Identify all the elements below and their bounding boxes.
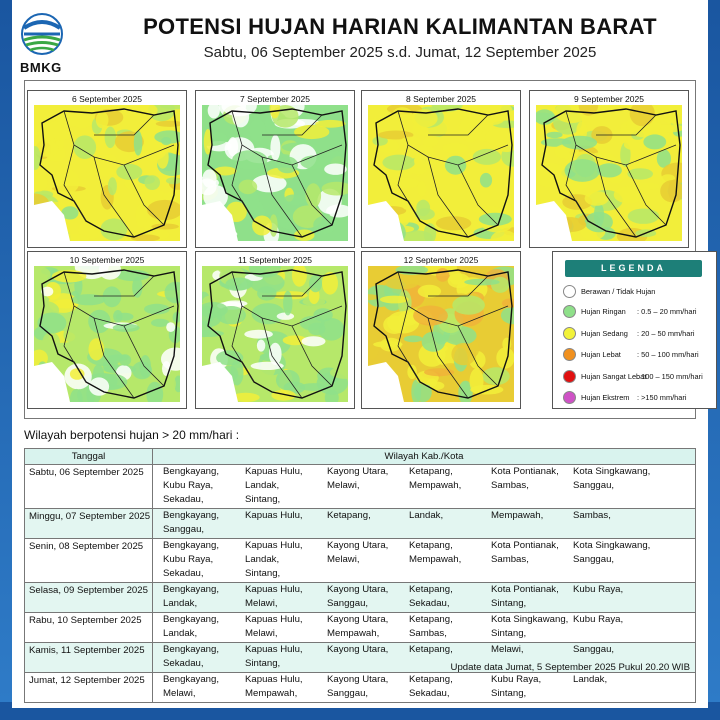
legend-item-name: Hujan Sangat Lebat — [581, 372, 647, 381]
region-name: Ketapang, — [409, 466, 453, 477]
region-name: Bengkayang, — [163, 466, 220, 477]
row-regions — [153, 509, 696, 539]
region-name: Kapuas Hulu, — [245, 614, 303, 625]
region-name: Kapuas Hulu, — [245, 540, 303, 551]
rain-map-panel — [195, 251, 355, 409]
region-name: Sintang, — [491, 688, 527, 699]
legend-item-name: Hujan Ringan — [581, 307, 626, 316]
legend-color-swatch — [563, 327, 576, 340]
region-name: Sambas, — [409, 628, 447, 639]
bmkg-logo-text: BMKG — [20, 60, 62, 75]
region-name: Melawi, — [327, 480, 360, 491]
row-date: Minggu, 07 September 2025 — [25, 509, 153, 539]
legend-item-range: : 0.5 – 20 mm/hari — [637, 307, 697, 316]
legend-color-swatch — [563, 370, 576, 383]
region-name: Sanggau, — [327, 688, 369, 699]
region-name: Landak, — [163, 598, 198, 609]
region-name: Kayong Utara, — [327, 614, 389, 625]
row-date: Kamis, 11 September 2025 — [25, 643, 153, 673]
regions-title: Wilayah berpotensi hujan > 20 mm/hari : — [24, 428, 240, 442]
table-row — [25, 465, 696, 509]
region-name: Mempawah, — [409, 554, 462, 565]
table-header-date: Tanggal — [25, 449, 153, 465]
table-row — [25, 583, 696, 613]
region-name: Sintang, — [245, 494, 281, 505]
region-name: Kapuas Hulu, — [245, 584, 303, 595]
region-name: Ketapang, — [409, 674, 453, 685]
region-name: Landak, — [573, 674, 608, 685]
region-name: Kayong Utara, — [327, 466, 389, 477]
region-name: Kayong Utara, — [327, 540, 389, 551]
rain-map-image — [368, 105, 514, 241]
region-name: Sanggau, — [327, 598, 369, 609]
region-name: Kubu Raya, — [573, 584, 624, 595]
region-name: Kapuas Hulu, — [245, 674, 303, 685]
region-name: Kota Pontianak, — [491, 540, 559, 551]
table-row — [25, 613, 696, 643]
rain-map-panel — [195, 90, 355, 248]
map-date-label: 8 September 2025 — [406, 94, 476, 104]
rain-map-panel — [529, 90, 689, 248]
legend-item — [563, 284, 713, 300]
region-name: Melawi, — [491, 644, 524, 655]
region-name: Landak, — [409, 510, 444, 521]
legend-item — [563, 390, 713, 406]
region-name: Mempawah, — [327, 628, 380, 639]
legend-item — [563, 326, 713, 342]
region-name: Melawi, — [163, 688, 196, 699]
region-name: Kota Singkawang, — [491, 614, 569, 625]
region-name: Kubu Raya, — [163, 554, 214, 565]
region-name: Kota Singkawang, — [573, 466, 651, 477]
region-name: Melawi, — [327, 554, 360, 565]
region-name: Melawi, — [245, 598, 278, 609]
region-name: Kapuas Hulu, — [245, 510, 303, 521]
table-header-regions: Wilayah Kab./Kota — [153, 449, 696, 465]
region-name: Kota Pontianak, — [491, 584, 559, 595]
region-name: Ketapang, — [327, 510, 371, 521]
region-name: Mempawah, — [491, 510, 544, 521]
region-name: Sambas, — [491, 480, 529, 491]
region-name: Bengkayang, — [163, 614, 220, 625]
legend-item-name: Berawan / Tidak Hujan — [581, 287, 656, 296]
region-name: Landak, — [245, 480, 280, 491]
legend-item-name: Hujan Ekstrem — [581, 393, 630, 402]
region-name: Kayong Utara, — [327, 644, 389, 655]
region-name: Sekadau, — [163, 658, 204, 669]
legend-item — [563, 369, 713, 385]
region-name: Sanggau, — [573, 644, 615, 655]
region-name: Ketapang, — [409, 584, 453, 595]
rain-map-image — [202, 266, 348, 402]
region-name: Melawi, — [245, 628, 278, 639]
region-name: Sekadau, — [163, 568, 204, 579]
region-name: Kapuas Hulu, — [245, 466, 303, 477]
row-regions — [153, 673, 696, 703]
region-name: Sanggau, — [163, 524, 205, 535]
region-name: Kubu Raya, — [573, 614, 624, 625]
table-row — [25, 539, 696, 583]
legend-color-swatch — [563, 285, 576, 298]
region-name: Sintang, — [245, 658, 281, 669]
row-date: Senin, 08 September 2025 — [25, 539, 153, 583]
legend-item-range: : 50 – 100 mm/hari — [637, 350, 699, 359]
legend-item-name: Hujan Sedang — [581, 329, 628, 338]
region-name: Landak, — [163, 628, 198, 639]
map-date-label: 9 September 2025 — [574, 94, 644, 104]
region-name: Bengkayang, — [163, 510, 220, 521]
rain-map-panel — [361, 251, 521, 409]
region-name: Kubu Raya, — [491, 674, 542, 685]
legend-item-name: Hujan Lebat — [581, 350, 621, 359]
region-name: Kapuas Hulu, — [245, 644, 303, 655]
region-name: Ketapang, — [409, 644, 453, 655]
legend-color-swatch — [563, 348, 576, 361]
legend-item-range: : 20 – 50 mm/hari — [637, 329, 695, 338]
map-date-label: 6 September 2025 — [72, 94, 142, 104]
region-name: Bengkayang, — [163, 674, 220, 685]
region-name: Kayong Utara, — [327, 584, 389, 595]
region-name: Ketapang, — [409, 614, 453, 625]
legend-item-range: : >150 mm/hari — [637, 393, 687, 402]
region-name: Sambas, — [491, 554, 529, 565]
region-name: Sekadau, — [163, 494, 204, 505]
region-name: Mempawah, — [245, 688, 298, 699]
region-name: Kayong Utara, — [327, 674, 389, 685]
rain-map-image — [202, 105, 348, 241]
rain-map-image — [368, 266, 514, 402]
region-name: Kota Singkawang, — [573, 540, 651, 551]
page-title: POTENSI HUJAN HARIAN KALIMANTAN BARAT — [143, 14, 657, 39]
legend-color-swatch — [563, 391, 576, 404]
page-subtitle: Sabtu, 06 September 2025 s.d. Jumat, 12 September 2025 — [203, 44, 597, 61]
region-name: Kota Pontianak, — [491, 466, 559, 477]
region-name: Landak, — [245, 554, 280, 565]
region-name: Sintang, — [245, 568, 281, 579]
maps-container — [24, 80, 703, 419]
legend-title: LEGENDA — [565, 260, 702, 277]
row-regions — [153, 539, 696, 583]
region-name: Bengkayang, — [163, 540, 220, 551]
rain-map-image — [536, 105, 682, 241]
region-name: Bengkayang, — [163, 584, 220, 595]
region-name: Ketapang, — [409, 540, 453, 551]
row-date: Selasa, 09 September 2025 — [25, 583, 153, 613]
rain-map-panel — [361, 90, 521, 248]
legend-color-swatch — [563, 305, 576, 318]
legend-item — [563, 347, 713, 363]
region-name: Sekadau, — [409, 598, 450, 609]
legend-item — [563, 304, 713, 320]
region-name: Sanggau, — [573, 480, 615, 491]
rain-map-image — [34, 105, 180, 241]
region-name: Mempawah, — [409, 480, 462, 491]
rain-map-panel — [27, 90, 187, 248]
region-name: Bengkayang, — [163, 644, 220, 655]
legend-item-range: : 100 – 150 mm/hari — [637, 372, 703, 381]
map-date-label: 11 September 2025 — [237, 255, 313, 265]
region-name: Sambas, — [573, 510, 611, 521]
map-date-label: 7 September 2025 — [240, 94, 310, 104]
region-name: Sintang, — [491, 628, 527, 639]
table-row — [25, 509, 696, 539]
table-row — [25, 673, 696, 703]
region-name: Kubu Raya, — [163, 480, 214, 491]
row-regions — [153, 583, 696, 613]
row-date: Rabu, 10 September 2025 — [25, 613, 153, 643]
row-regions — [153, 613, 696, 643]
row-regions — [153, 465, 696, 509]
region-name: Sanggau, — [573, 554, 615, 565]
region-name: Sekadau, — [409, 688, 450, 699]
legend-panel — [552, 251, 717, 409]
update-note: Update data Jumat, 5 September 2025 Pukul 20.20 WIB — [450, 662, 690, 673]
map-date-label: 10 September 2025 — [69, 255, 145, 265]
row-date: Jumat, 12 September 2025 — [25, 673, 153, 703]
region-name: Sintang, — [491, 598, 527, 609]
rain-map-image — [34, 266, 180, 402]
rain-map-panel — [27, 251, 187, 409]
map-date-label: 12 September 2025 — [403, 255, 479, 265]
row-date: Sabtu, 06 September 2025 — [25, 465, 153, 509]
